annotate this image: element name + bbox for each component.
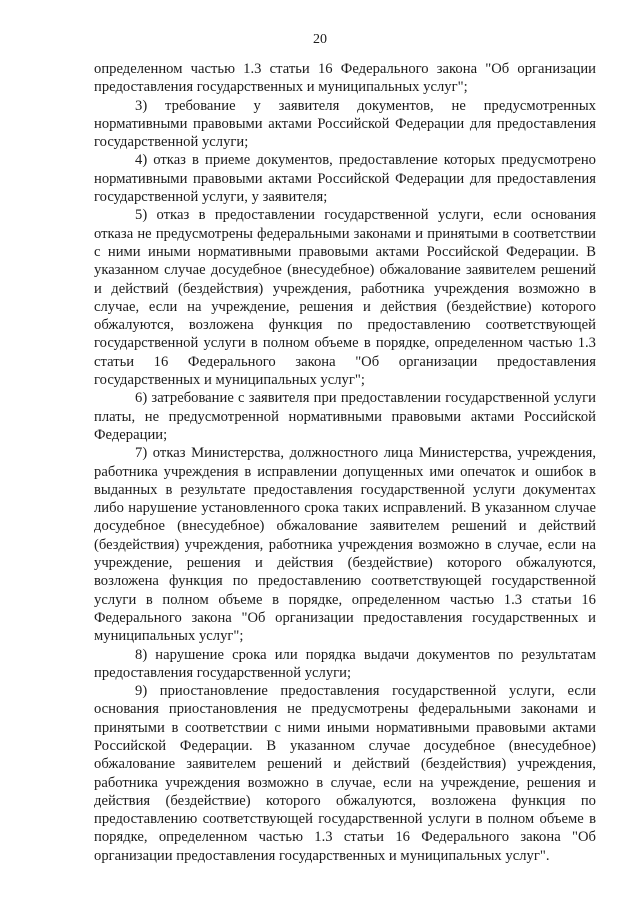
list-item-3: 3) требование у заявителя документов, не предусмотренных нормативными правовыми актами Российской Федерации для предоставления государственной услуги; [94,97,596,151]
list-item-4: 4) отказ в приеме документов, предоставление которых предусмотрено нормативными правовыми актами Российской Федерации для предоставления государственной услуги, у заявителя; [94,152,596,206]
list-item-7: 7) отказ Министерства, должностного лица Министерства, учреждения, работника учреждения в исправлении допущенных ими опечаток и ошибок в выданных в результате предоставления государственной услуги документах либо нарушение установленного срока таких исправлений. В указанном случае досудебное (внесудебное) обжалование заявителем решений и действий (бездействия) учреждения, работника учреждения возможно в случае, если на учреждение, решения и действия (бездействие) которого обжалуются, возложена функция по предоставлению соответствующей государственной услуги в полном объеме в порядке, определенном частью 1.3 статьи 16 Федерального закона "Об организации предоставления государственных и муниципальных услуг"; [94,445,596,645]
page-number: 20 [313,32,327,47]
paragraph-continuation: определенном частью 1.3 статьи 16 Федерального закона "Об организации предоставления государственных и муниципальных услуг"; [94,61,596,96]
list-item-8: 8) нарушение срока или порядка выдачи документов по результатам предоставления государственной услуги; [94,646,596,681]
list-item-5: 5) отказ в предоставлении государственной услуги, если основания отказа не предусмотрены федеральными законами и принятыми в соответствии с ними иными нормативными правовыми актами Российской Федерации. В указанном случае досудебное (внесудебное) обжалование заявителем решений и действий (бездействия) учреждения, работника учреждения возможно в случае, если на учреждение, решения и действия (бездействие) которого обжалуются, возложена функция по предоставлению соответствующей государственной услуги в полном объеме в порядке, определенном частью 1.3 статьи 16 Федерального закона "Об организации предоставления государственных и муниципальных услуг"; [94,207,596,389]
document-body [94,60,596,865]
list-item-6: 6) затребование с заявителя при предоставлении государственной услуги платы, не предусмотренной нормативными правовыми актами Российской Федерации; [94,390,596,443]
list-item-9: 9) приостановление предоставления государственной услуги, если основания приостановления не предусмотрены федеральными законами и принятыми в соответствии с ними иными нормативными правовыми актами Российской Федерации. В указанном случае досудебное (внесудебное) обжалование заявителем решений и действий (бездействия) учреждения, работника учреждения возможно в случае, если на учреждение, решения и действия (бездействие) которого обжалуются, возложена функция по предоставлению соответствующей государственной услуги в полном объеме в порядке, определенном частью 1.3 статьи 16 Федерального закона "Об организации предоставления государственных и муниципальных услуг". [94,683,596,864]
